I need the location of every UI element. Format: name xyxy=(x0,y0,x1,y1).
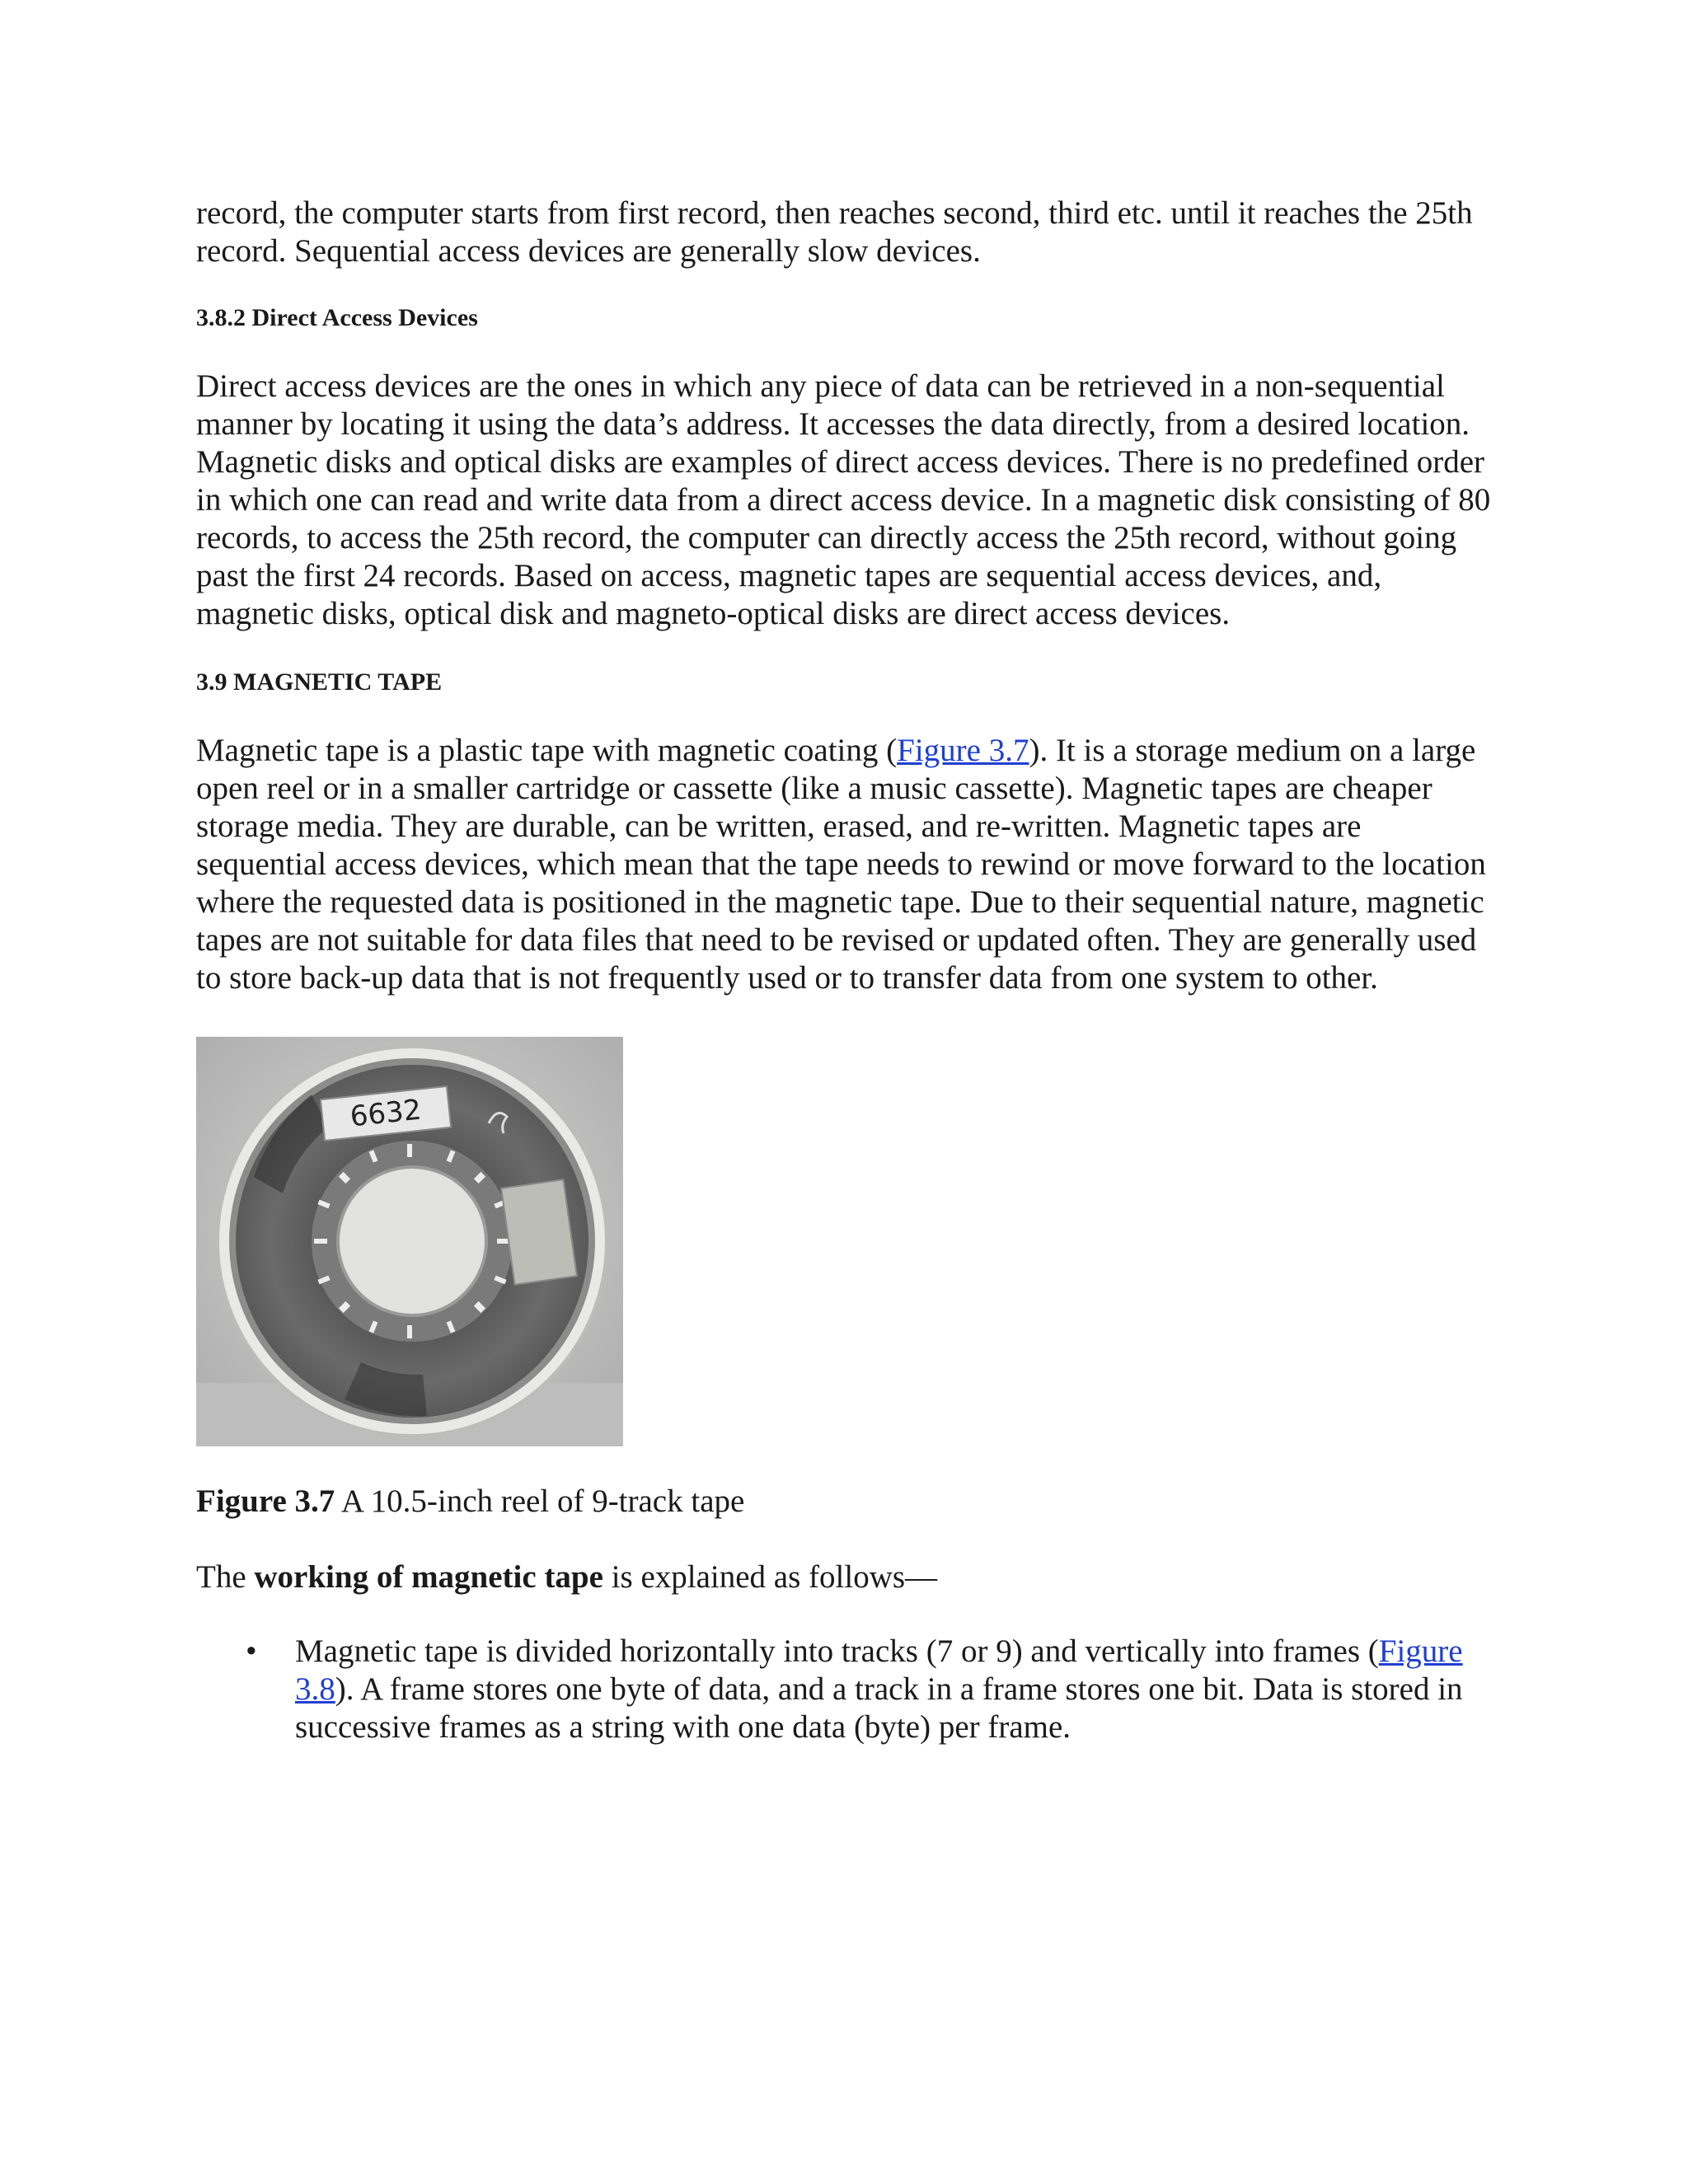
figure-caption xyxy=(196,1483,1498,1521)
tape-reel-photo xyxy=(196,1037,1498,1446)
working-bold: working of magnetic tape xyxy=(254,1559,603,1595)
intro-paragraph: record, the computer starts from first record, then reaches second, third etc. until it reaches the 25th record. Sequential access devices are generally slow devices. xyxy=(196,195,1473,269)
working-suffix: is explained as follows— xyxy=(603,1559,938,1595)
magnetic-tape-text-start: Magnetic tape is a plastic tape with magnetic coating ( xyxy=(196,733,898,768)
bullet-text-end: ). A frame stores one byte of data, and a track in a frame stores one bit. Data is stored in successive frames as a string with one data (byte) per frame. xyxy=(295,1671,1463,1745)
document-page xyxy=(196,194,1498,1746)
list-item xyxy=(196,1633,1498,1746)
figure-3-7-link[interactable]: Figure 3.7 xyxy=(897,733,1029,768)
section-heading-magnetic-tape: 3.9 MAGNETIC TAPE xyxy=(196,668,443,696)
figure-caption-text: A 10.5-inch reel of 9-track tape xyxy=(335,1483,745,1519)
figure-3-8-link[interactable]: Figure 3.8 xyxy=(295,1633,1463,1707)
bullet-icon: • xyxy=(246,1633,257,1669)
section-heading-direct-access: 3.8.2 Direct Access Devices xyxy=(196,304,478,331)
magnetic-tape-paragraph xyxy=(196,732,1498,997)
magnetic-tape-text-end: ). It is a storage medium on a large open reel or in a smaller cartridge or cassette (like a music cassette). Magnetic tapes are cheaper storage media. They are durable, can be written, erased, and re-written. Magnetic tapes are sequential access devices, which mean that the tape needs to rewind or move forward to the location where the requested data is positioned in the magnetic tape. Due to their sequential nature, magnetic tapes are not suitable for data files that need to be revised or updated often. They are generally used to store back-up data that is not frequently used or to transfer data from one system to other. xyxy=(196,733,1486,996)
working-bullet-list xyxy=(196,1633,1498,1746)
bullet-text-start: Magnetic tape is divided horizontally into tracks (7 or 9) and vertically into frames ( xyxy=(295,1633,1379,1669)
direct-access-paragraph: Direct access devices are the ones in which any piece of data can be retrieved in a non-sequential manner by locating it using the data’s address. It accesses the data directly, from a desired location. Magnetic disks and optical disks are examples of direct access devices. There is no predefined order in which one can read and write data from a direct access device. In a magnetic disk consisting of 80 records, to access the 25th record, the computer can directly access the 25th record, without going past the first 24 records. Based on access, magnetic tapes are sequential access devices, and, magnetic disks, optical disk and magneto-optical disks are direct access devices. xyxy=(196,368,1491,631)
figure-caption-label: Figure 3.7 xyxy=(196,1483,335,1519)
working-prefix: The xyxy=(196,1559,255,1595)
reel-label-text: 6632 xyxy=(348,1093,424,1134)
working-intro xyxy=(196,1558,1498,1596)
